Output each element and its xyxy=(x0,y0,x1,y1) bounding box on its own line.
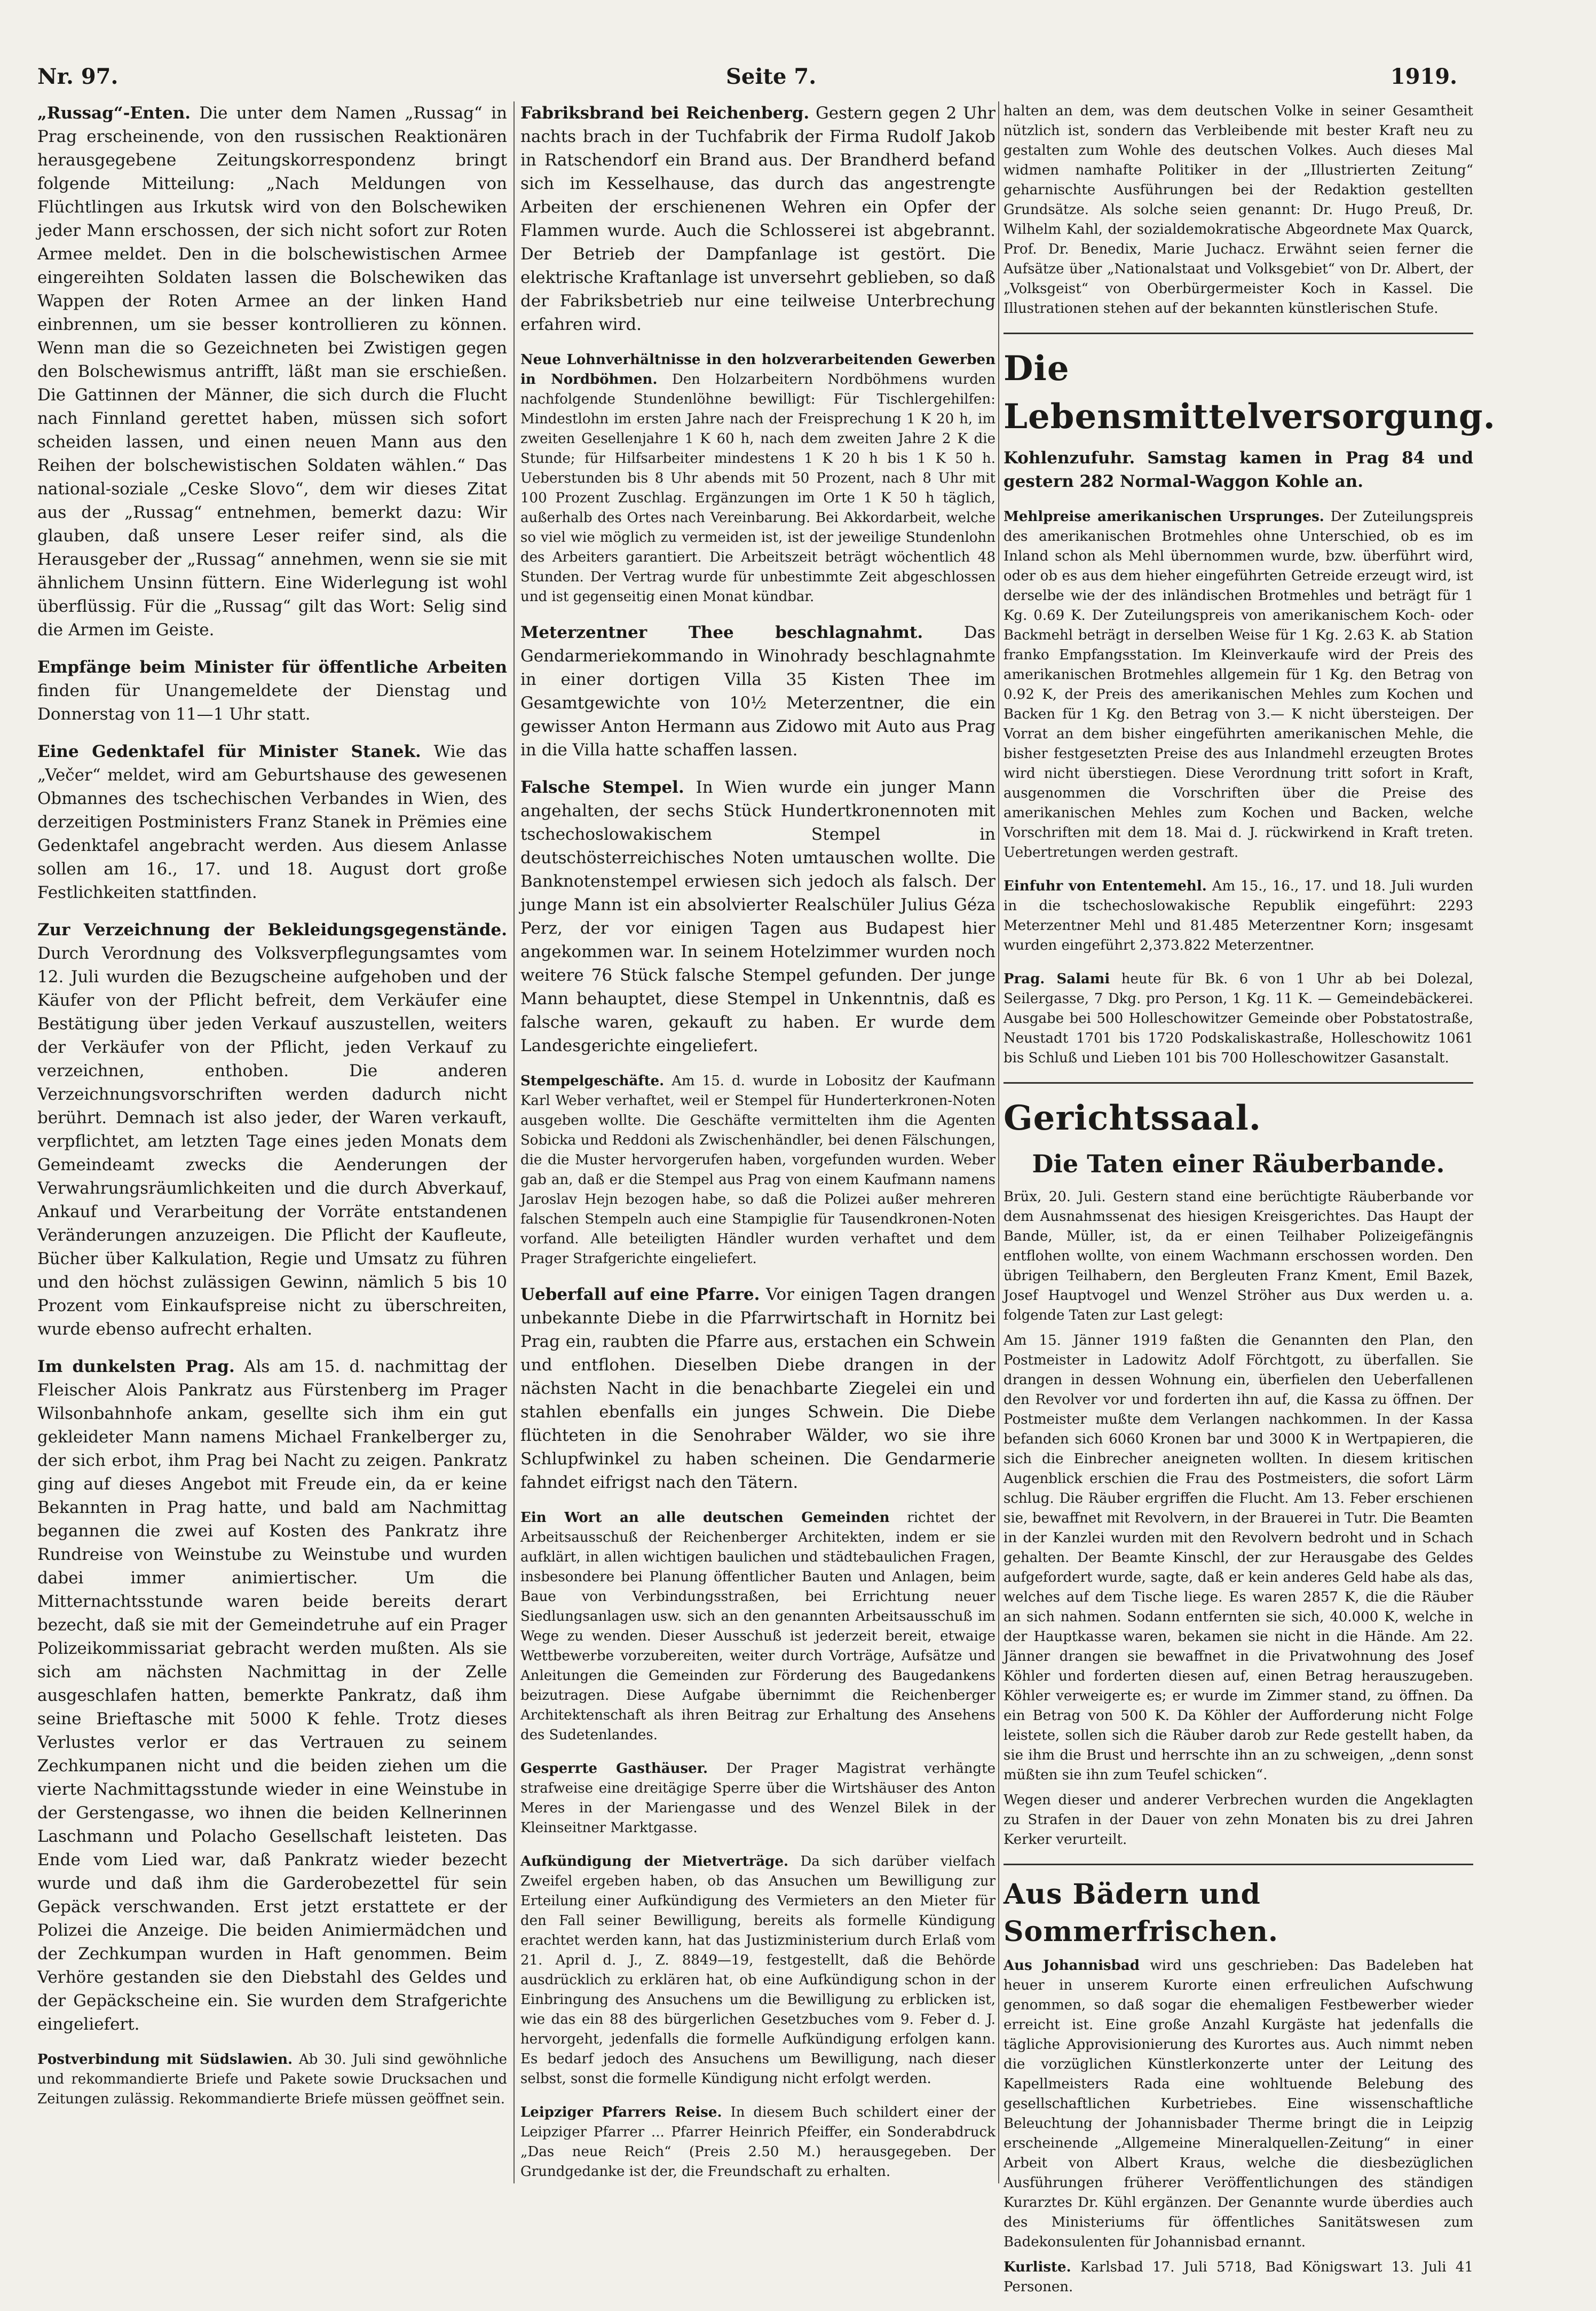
article-postverbindung xyxy=(37,2050,507,2109)
article-body: Das Gendarmeriekommando in Winohrady beschlagnahmte in einer dortigen Villa 35 Kisten Thee im Gesamtgewichte von 10½ Meterzentner, die ein gewisser Anton Hermann aus Zidowo mit Auto aus Prag in die Villa hatte schaffen lassen. xyxy=(520,623,995,760)
article-pfarrer-reise xyxy=(520,2103,995,2182)
article-dunkelstes-prag xyxy=(37,1355,507,2036)
article-einfuhr xyxy=(1004,877,1473,956)
article-lohnverhaeltnisse xyxy=(520,350,995,607)
article-lead: Fabriksbrand bei Reichenberg. xyxy=(520,104,810,123)
article-lead: Mehlpreise amerikanischen Ursprunges. xyxy=(1004,509,1324,525)
article-kohlenzufuhr xyxy=(1004,446,1473,493)
column-2 xyxy=(520,101,995,2196)
article-lead: Stempelgeschäfte. xyxy=(520,1073,665,1089)
article-body: Samstag kamen in Prag 84 und gestern 282 Normal-Waggon Kohle an. xyxy=(1004,448,1473,491)
article-body: Ab 30. Juli sind gewöhnliche und rekommandierte Briefe und Pakete sowie Drucksachen und Zeitungen zulässig. Rekommandierte Briefe müssen geöffnet sein. xyxy=(37,2052,508,2107)
article-body: Gestern gegen 2 Uhr nachts brach in der Tuchfabrik der Firma Rudolf Jakob in Ratschendorf ein Brand aus. Der Brandherd befand sich im Kesselhause, das durch das angestrengte Arbeiten der erschienenen Wehren ein Opfer der Flammen wurde. Auch die Schlosserei ist abgebrannt. Der Betrieb der Dampfanlage ist gestört. Die elektrische Kraftanlage ist unversehrt geblieben, so daß der Fabriksbetrieb nur eine teilweise Unterbrechung erfahren wird. xyxy=(520,104,995,334)
article-lead: Aus Johannisbad xyxy=(1004,1958,1140,1974)
article-lead: Aufkündigung der Mietverträge. xyxy=(520,1853,789,1870)
article-lead: Zur Verzeichnung der Bekleidungsgegenstände. xyxy=(37,920,507,940)
section-heading-baeder: Aus Bädern und Sommerfrischen. xyxy=(1004,1878,1279,1948)
article-body: Am 15. d. wurde in Lobositz der Kaufmann Karl Weber verhaftet, weil er Stempel für Hunderterkronen-Noten ausgeben wollte. Die Geschäfte vermittelten ihm die Agenten Sobicka und Reddoni als Zwischenhändler, bei denen Fälschungen, die die Muster hervorgerufen haben, vorgefunden wurden. Weber gab an, daß er die Stempel aus Prag von einem Kaufmann namens Jaroslav Hejn bezogen habe, so daß die Polizei außer mehreren falschen Stempeln auch eine Stampiglie für Tausendkronen-Noten vorfand. Alle beteiligten Händler wurden verhaftet und dem Prager Strafgerichte eingeliefert. xyxy=(520,1073,995,1267)
article-body: heute für Bk. 6 von 1 Uhr ab bei Dolezal, Seilergasse, 7 Dkg. pro Person, 1 Kg. 11 K. — Gemeindebäckerei. Ausgabe bei 500 Holleschowitzer Gemeinde ober Pobstatostraße, Neustadt 1701 bis 1720 Podskaliskastraße, Holleschowitz 1061 bis Schluß und Lieben 101 bis 700 Holleschowitzer Gasanstalt. xyxy=(1004,971,1473,1066)
article-gasthaeuser xyxy=(520,1759,995,1838)
article-body: richtet der Arbeitsausschuß der Reichenberger Architekten, indem er sie aufklärt, in allen wichtigen baulichen und städtebaulichen Fragen, insbesondere bei Planung öffentlicher Bauten und Anlagen, beim Baue von Verbindungsstraßen, bei Errichtung neuer Siedlungsanlagen usw. sich an den genannten Arbeitsausschuß im Wege zu wenden. Dieser Ausschuß ist jederzeit bereit, etwaige Wettbewerbe vorzubereiten, weiter durch Vorträge, Aufsätze und Anleitungen die Gemeinden zur Förderung des Baugedankens beizutragen. Diese Aufgabe übernimmt die Reichenberger Architektenschaft als ihren Beitrag zur Erhaltung des Ansehens des Sudetenlandes. xyxy=(520,1510,995,1743)
article-lead: Kohlenzufuhr. xyxy=(1004,448,1135,468)
column-3 xyxy=(1004,101,1496,2311)
page-header xyxy=(37,64,1457,101)
article-mehlpreise xyxy=(1004,507,1473,863)
article-paragraph: Wegen dieser und anderer Verbrechen wurden die Angeklagten zu Strafen in der Dauer von zehn Monaten bis zu drei Jahren Kerker verurteilt. xyxy=(1004,1792,1473,1848)
article-body: Der Zuteilungspreis des amerikanischen Brotmehles ohne Unterschied, ob es im Inland schon als Mehl übernommen wurde, bzw. überführt wird, oder ob es aus dem hieher eingeführten Getreide erzeugt wird, ist derselbe wie der des inländischen Brotmehles und beträgt für 1 Kg. 0.69 K. Der Zuteilungspreis von amerikanischem Koch- oder Backmehl beträgt in derselben Weise für 1 Kg. 2.63 K. ab Station franko Empfangsstation. Im Kleinverkaufe wird der Preis des amerikanischen Brotmehles allgemein für 1 Kg. den Betrag von 0.92 K, der Preis des amerikanischen Mehles zum Kochen und Backen für 1 Kg. den Betrag von 3.— K nicht übersteigen. Der Vorrat an dem bisher eingeführten amerikanischen Mehle, die bisher festgesetzten Preise des aus Inlandmehl erzeugten Brotes wird nicht überstiegen. Diese Verordnung tritt sofort in Kraft, ausgenommen die Vorschriften über die Preise des amerikanischen Mehles zum Kochen und Backen, welche Vorschriften mit dem 18. Mai d. J. rückwirkend in Kraft treten. Uebertretungen werden gestraft. xyxy=(1004,509,1474,861)
article-paragraph: Am 15. Jänner 1919 faßten die Genannten den Plan, den Postmeister in Ladowitz Adolf Förchtgott, zu überfallen. Sie drangen in dessen Wohnung ein, überfielen den Ueberfallenen den Revolver vor und forderten ihn auf, die Kassa zu öffnen. Der Postmeister mußte dem Verlangen nachkommen. In der Kassa befanden sich 6060 Kronen bar und 3000 K in Wertpapieren, die sich die Einbrecher aneigneten wollten. In diesem kritischen Augenblick erschien die Frau des Postmeisters, die sofort Lärm schlug. Die Räuber ergriffen die Flucht. Am 13. Feber erschienen sie, bewaffnet mit Revolvern, in der Brauerei in Tutr. Die Beamten in der Kanzlei wurden mit den Revolvern bedroht und in Schach gehalten. Der Beamte Kinschl, der zur Herausgabe des Geldes aufgefordert wurde, sagte, daß er kein anderes Geld habe als das, welches auf dem Tische liege. Es waren 2857 K, die die Räuber an sich nahmen. Sodann entfernten sie sich, 40.000 K, welche in der Hauptkasse waren, bekamen sie nicht in die Hände. Am 22. Jänner drangen sie bewaffnet in die Privatwohnung des Josef Köhler und forderten diesen auf, einen Betrag herauszugeben. Köhler verweigerte es; er wurde im Zimmer stand, zu öffnen. Da ein Betrag von 500 K. Da Köhler der Aufforderung nicht Folge leistete, sollen sich die Räuber darob zur Rede gestellt haben, da sie ihm die Brust und herrschte ihn an zu schweigen, „denn sonst müßten sie ihn zum Teufel schicken“. xyxy=(1004,1332,1473,1783)
article-raeuberbande xyxy=(1004,1187,1473,1850)
article-continuation xyxy=(1004,101,1473,319)
article-lead: Kurliste. xyxy=(1004,2259,1071,2275)
article-lead: Empfänge beim Minister für öffentliche Arbeiten xyxy=(37,658,507,677)
section-divider xyxy=(1004,1082,1473,1084)
article-body: Der Prager Magistrat verhängte strafweise eine dreitägige Sperre über die Wirtshäuser des Anton Meres in der Mariengasse und des Wenzel Bilek in der Kleinseitner Marktgasse. xyxy=(520,1761,996,1836)
article-lead: Falsche Stempel. xyxy=(520,778,684,797)
article-lead: Eine Gedenktafel für Minister Stanek. xyxy=(37,742,421,761)
article-body: In diesem Buch schildert einer der Leipziger Pfarrer ... Pfarrer Heinrich Pfeiffer, ein Sonderabdruck „Das neue Reich“ (Preis 2.50 M.) herausgegeben. Der Grundgedanke ist der, die Freundschaft zu erhalten. xyxy=(520,2104,995,2180)
article-lead: Postverbindung mit Südslawien. xyxy=(37,2052,293,2068)
article-falsche-stempel xyxy=(520,776,995,1058)
article-ueberfall-pfarre xyxy=(520,1283,995,1494)
section-divider xyxy=(1004,1864,1473,1865)
article-body: Vor einigen Tagen drangen unbekannte Diebe in die Pfarrwirtschaft in Hornitz bei Prag ein, raubten die Pfarre aus, erstachen ein Schwein und entflohen. Dieselben Diebe drangen in der nächsten Nacht in die benachbarte Ziegelei ein und stahlen ebenfalls ein junges Schwein. Die Diebe flüchteten in die Senohraber Wälder, wo sie ihre Schlupfwinkel zu haben scheinen. Die Gendarmerie fahndet eifrigst nach den Tätern. xyxy=(520,1285,995,1492)
article-verzeichnung xyxy=(37,918,507,1341)
column-1 xyxy=(37,101,507,2123)
article-body: Da sich darüber vielfach Zweifel ergeben haben, ob das Ansuchen um Bewilligung zur Erteilung einer Aufkündigung des Vermieters an den Mieter für den Fall seiner Bewilligung, bereits als formelle Kündigung erachtet werden kann, hat das Justizministerium durch Erlaß vom 21. April d. J., Z. 8849—19, festgestellt, daß die Behörde ausdrücklich zu erklären hat, ob eine Aufkündigung schon in der Einbringung des Ansuchens um die Bewilligung zu erblicken ist, wie das ein 88 des bürgerlichen Gesetzbuches vom 9. Feber d. J. hervorgeht, jedenfalls die formelle Aufkündigung erfolgen kann. Es bedarf jedoch des Ansuchens um Bewilligung, nach dieser selbst, sonst die formelle Kündigung nicht erfolgt werden. xyxy=(520,1853,995,2087)
article-heading-raeuberbande: Die Taten einer Räuberbande. xyxy=(1032,1149,1445,1178)
article-gemeinden xyxy=(520,1508,995,1745)
article-johannisbad xyxy=(1004,1956,1473,2297)
article-body: Wie das „Večer“ meldet, wird am Geburtshause des gewesenen Obmannes des tschechischen Verbandes in Wien, des derzeitigen Postministers Franz Stanek in Prëmies eine Gedenktafel angebracht werden. Aus diesem Anlasse sollen am 16., 17. und 18. August dort große Festlichkeiten stattfinden. xyxy=(37,742,507,902)
article-body: In Wien wurde ein junger Mann angehalten, der sechs Stück Hundertkronennoten mit tschechoslowakischem Stempel in deutschösterreichisches Noten umtauschen wollte. Die Banknotenstempel erwiesen sich jedoch als falsch. Der junge Mann ist ein absolvierter Realschüler Julius Géza Perz, der vor einigen Tagen aus Budapest hier angekommen war. In seinem Hotelzimmer wurden noch weitere 76 Stück falsche Stempel gefunden. Der junge Mann behauptet, diese Stempel in Unkenntnis, daß es falsche waren, gekauft zu haben. Er wurde dem Landesgerichte eingeliefert. xyxy=(520,778,995,1055)
article-aufkuendigung xyxy=(520,1852,995,2089)
article-lead: Meterzentner Thee beschlagnahmt. xyxy=(520,623,923,642)
issue-number: Nr. 97. xyxy=(37,64,118,89)
article-fabriksbrand xyxy=(520,101,995,336)
section-divider xyxy=(1004,333,1473,334)
article-russag xyxy=(37,101,507,642)
year: 1919. xyxy=(1390,64,1457,89)
article-body: halten an dem, was dem deutschen Volke in seiner Gesamtheit nützlich ist, sondern das Verbleibende mit bester Kraft neu zu gestalten zum Wohle des deutschen Volkes. Auch dieses Mal widmen namhafte Politiker in der „Illustrierten Zeitung“ geharnischte Ausführungen bei der Redaktion gestellten Grundsätze. Als solche seien genannt: Dr. Hugo Preuß, Dr. Wilhelm Kahl, der sozialdemokratische Abgeordnete Max Quarck, Prof. Dr. Benedix, Marie Juchacz. Erwähnt seien ferner die Aufsätze über „Nationalstaat und Volksgebiet“ von Dr. Albert, der „Volksgeist“ von Oberbürgermeister Koch in Kassel. Die Illustrationen stehen auf der bekannten künstlerischen Stufe. xyxy=(1004,103,1473,317)
article-salami xyxy=(1004,969,1473,1068)
article-body: Karlsbad 17. Juli 5718, Bad Königswart 13. Juli 41 Personen. xyxy=(1004,2259,1473,2295)
column-divider xyxy=(998,101,999,2183)
column-divider xyxy=(513,101,515,2183)
article-empfaenge xyxy=(37,656,507,726)
article-lead: Gesperrte Gasthäuser. xyxy=(520,1761,708,1777)
section-heading-lebensmittel: Die Lebensmittelversorgung. xyxy=(1004,349,1496,437)
article-lead: Neue Lohnverhältnisse in den holzverarbeitenden Gewerben in Nordböhmen. xyxy=(520,352,995,388)
article-lead: Leipziger Pfarrers Reise. xyxy=(520,2104,722,2120)
article-body: Als am 15. d. nachmittag der Fleischer Alois Pankratz aus Fürstenberg im Prager Wilsonbahnhofe ankam, gesellte sich ihm ein gut gekleideter Mann namens Michael Frankelberger zu, der sich erbot, ihm Prag bei Nacht zu zeigen. Pankratz ging auf dieses Angebot mit Freude ein, da er keine Bekannten in Prag hatte, und bald am Nachmittag begannen die zwei auf Kosten des Pankratz ihre Rundreise von Weinstube zu Weinstube und wurden dabei immer animiertischer. Um die Mitternachtsstunde waren beide bereits derart bezecht, daß sie mit der Gemeindetruhe auf ein Prager Polizeikommissariat gebracht werden mußten. Als sie sich am nächsten Nachmittag in der Zelle ausgeschlafen hatten, bemerkte Pankratz, daß ihm seine Brieftasche mit 5000 K fehle. Trotz dieses Verlustes verlor er das Vertrauen zu seinem Zechkumpanen nicht und die beiden ziehen um die vierte Nachmittagsstunde wieder in eine Weinstube in der Gerstengasse, wo ihnen die beiden Kellnerinnen Laschmann und Polacho Gesellschaft leisteten. Das Ende vom Lied war, daß Pankratz wieder bezecht wurde und daß ihm die Garderobezettel für sein Gepäck verschwanden. Erst jetzt erstattete er der Polizei die Anzeige. Die beiden Animiermädchen und der Zechkumpan wurden in Haft genommen. Beim Verhöre gestanden sie den Diebstahl des Geldes und der Gepäckscheine ein. Sie wurden dem Strafgerichte eingeliefert. xyxy=(37,1357,507,2034)
article-body: Die unter dem Namen „Russag“ in Prag erscheinende, von den russischen Reaktionären herausgegebene Zeitungskorrespondenz bringt folgende Mitteilung: „Nach Meldungen von Flüchtlingen aus Irkutsk wird von den Bolschewiken jeder Mann erschossen, der sich nicht sofort zur Roten Armee meldet. Den in die bolschewistischen Armee eingereihten Soldaten lassen die Bolschewiken das Wappen der Roten Armee an der linken Hand einbrennen, um sie besser kontrollieren zu können. Wenn man die so Gezeichneten bei Zwistigen gegen den Bolschewismus antrifft, läßt man sie erschießen. Die Gattinnen der Männer, die sich durch die Flucht nach Finnland gerettet haben, müssen sich sofort scheiden lassen, und einen neuen Mann aus den Reihen der bolschewistischen Soldaten wählen.“ Das national-soziale „Ceske Slovo“, dem wir dieses Zitat aus der „Russag“ entnehmen, bemerkt dazu: Wir glauben, daß unsere Leser reifer sind, als die Herausgeber der „Russag“ annehmen, wenn sie sie mit ähnlichem Unsinn füttern. Eine Widerlegung ist wohl überflüssig. Für die „Russag“ gilt das Wort: Selig sind die Armen im Geiste. xyxy=(37,104,507,640)
article-lead: Im dunkelsten Prag. xyxy=(37,1357,235,1376)
article-body: Den Holzarbeitern Nordböhmens wurden nachfolgende Stundenlöhne bewilligt: Für Tischlergehilfen: Mindestlohn im ersten Jahre nach der Freisprechung 1 K 20 h, im zweiten Gesellenjahre 1 K 60 h, nach dem zweiten Jahre 2 K die Stunde; für Hilfsarbeiter mindestens 1 K 20 h bis 1 K 50 h. Ueberstunden bis 8 Uhr abends mit 50 Prozent, nach 8 Uhr mit 100 Prozent Zuschlag. Ergänzungen im Orte 1 K 50 h täglich, außerhalb des Ortes nach Vereinbarung. Bei Akkordarbeit, welche so viel wie möglich zu vermeiden ist, ist der jeweilige Stundenlohn des Arbeiters garantiert. Die Arbeitszeit beträgt wöchentlich 48 Stunden. Der Vertrag wurde für unbestimmte Zeit abgeschlossen und ist gegenseitig einen Monat kündbar. xyxy=(520,372,996,605)
article-lead: Einfuhr von Ententemehl. xyxy=(1004,878,1207,894)
article-lead: Prag. Salami xyxy=(1004,971,1110,987)
article-lead: Ein Wort an alle deutschen Gemeinden xyxy=(520,1510,890,1526)
article-thee xyxy=(520,621,995,762)
article-body: wird uns geschrieben: Das Badeleben hat heuer in unserem Kurorte einen erfreulichen Aufschwung genommen, so daß sogar die ehemaligen Festbewerber wieder erreicht ist. Eine große Anzahl Kurgäste hat jedenfalls die tägliche Approvisionierung des Kurortes aus. Auch nimmt neben die vorzüglichen Künstlerkonzerte unter der Leitung des Kapellmeisters Rada eine wohltuende Belebung des gesellschaftlichen Kurbetriebes. Eine wissenschaftliche Beleuchtung der Johannisbader Therme bringt die in Leipzig erscheinende „Allgemeine Mineralquellen-Zeitung“ in einer Arbeit von Albert Kraus, welche die diesbezüglichen Ausführungen früherer Veröffentlichungen des ständigen Kurarztes Dr. Kühl ergänzen. Der Genannte wurde überdies auch des Ministeriums für öffentliches Sanitätswesen zum Badekonsulenten für Johannisbad ernannt. xyxy=(1004,1958,1473,2250)
article-lead: „Russag“-Enten. xyxy=(37,104,191,123)
article-stempelgeschaefte xyxy=(520,1071,995,1269)
section-heading-gerichtssaal: Gerichtssaal. xyxy=(1004,1098,1262,1138)
article-lead: Ueberfall auf eine Pfarre. xyxy=(520,1285,760,1304)
page-number: Seite 7. xyxy=(726,64,817,89)
article-body: Am 15., 16., 17. und 18. Juli wurden in die tschechoslowakische Republik eingeführt: 2293 Meterzentner Mehl und 81.485 Meterzentner Korn; insgesamt wurden eingeführt 2,373.822 Meterzentner. xyxy=(1004,878,1473,953)
article-paragraph: Brüx, 20. Juli. Gestern stand eine berüchtigte Räuberbande vor dem Ausnahmssenat des hiesigen Kreisgerichtes. Das Haupt der Bande, Müller, ist, da er einen Teilhaber Polizeigefängnis entflohen wollte, von einem Wachmann erschossen worden. Den übrigen Teilhabern, den Bergleuten Franz Kment, Emil Bazek, Josef Hauptvogel und Wenzel Ströher aus Dux werden u. a. folgende Taten zur Last gelegt: xyxy=(1004,1189,1473,1323)
article-gedenktafel xyxy=(37,740,507,904)
article-body: Durch Verordnung des Volksverpflegungsamtes vom 12. Juli wurden die Bezugscheine aufgehoben und der Käufer von der Pflicht befreit, dem Verkäufer eine Bestätigung über jeden Verkauf auszustellen, weiters der Verkäufer von der Pflicht, jeden Verkauf zu verzeichnen, enthoben. Die anderen Verzeichnungsvorschriften werden dadurch nicht berührt. Demnach ist also jeder, der Waren verkauft, verpflichtet, am letzten Tage eines jeden Monats dem Gemeindeamt zwecks die Aenderungen der Verwahrungsräumlichkeiten und die durch Abverkauf, Ankauf und Verarbeitung der Vorräte entstandenen Veränderungen anzuzeigen. Die Pflicht der Kaufleute, Bücher über Kalkulation, Regie und Umsatz zu führen und den höchst zulässigen Gewinn, nämlich 5 bis 10 Prozent vom Einkaufspreise nicht zu überschreiten, wurde ebenso aufrecht erhalten. xyxy=(37,944,507,1339)
article-body: finden für Unangemeldete der Dienstag und Donnerstag von 11—1 Uhr statt. xyxy=(37,681,507,724)
